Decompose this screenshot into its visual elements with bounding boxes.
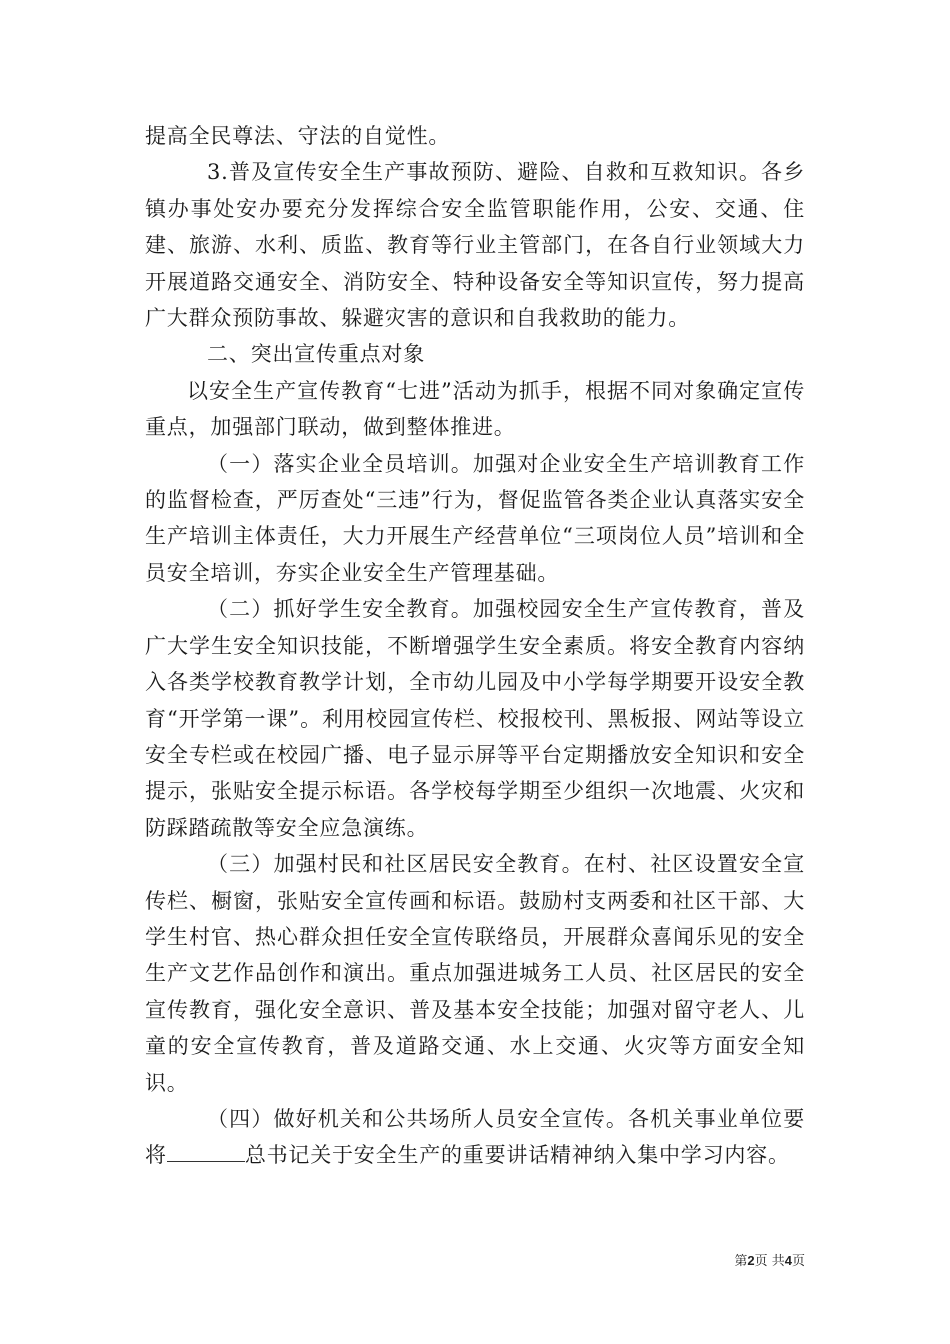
page-footer: [0, 1250, 950, 1269]
fill-in-blank: [167, 1143, 245, 1162]
document-body: [145, 118, 805, 1174]
footer-total-pages: 4: [784, 1253, 792, 1268]
footer-middle: 页 共: [754, 1254, 785, 1269]
footer-prefix: 第: [734, 1254, 748, 1269]
paragraph-5: （一）落实企业全员培训。加强对企业安全生产培训教育工作的监督检查，严厉查处“三违”行为，督促监管各类企业认真落实安全生产培训主体责任，大力开展生产经营单位“三项岗位人员”培训和全员安全培训，夯实企业安全生产管理基础。: [145, 451, 805, 585]
paragraph-7: （三）加强村民和社区居民安全教育。在村、社区设置安全宣传栏、橱窗，张贴安全宣传画和标语。鼓励村支两委和社区干部、大学生村官、热心群众担任安全宣传联络员，开展群众喜闻乐见的安全生产文艺作品创作和演出。重点加强进城务工人员、社区居民的安全宣传教育，强化安全意识、普及基本安全技能；加强对留守老人、儿童的安全宣传教育，普及道路交通、水上交通、火灾等方面安全知识。: [145, 852, 805, 1095]
paragraph-8-before-blank: （四）做好机关和公共场所人员安全宣传。各机关事业单位要将: [145, 1106, 805, 1168]
footer-current-page: 2: [747, 1253, 755, 1268]
paragraph-6: （二）抓好学生安全教育。加强校园安全生产宣传教育，普及广大学生安全知识技能，不断增强学生安全素质。将安全教育内容纳入各类学校教育教学计划，全市幼儿园及中小学每学期要开设安全教育“开学第一课”。利用校园宣传栏、校报校刊、黑板报、网站等设立安全专栏或在校园广播、电子显示屏等平台定期播放安全知识和安全提示，张贴安全提示标语。各学校每学期至少组织一次地震、火灾和防踩踏疏散等安全应急演练。: [145, 597, 805, 840]
paragraph-2: 3.普及宣传安全生产事故预防、避险、自救和互救知识。各乡镇办事处安办要充分发挥综合安全监管职能作用，公安、交通、住建、旅游、水利、质监、教育等行业主管部门，在各自行业领域大力开展道路交通安全、消防安全、特种设备安全等知识宣传，努力提高广大群众预防事故、躲避灾害的意识和自我救助的能力。: [145, 160, 805, 331]
paragraph-8-after-blank: 总书记关于安全生产的重要讲话精神纳入集中学习内容。: [244, 1143, 790, 1168]
section-heading-2: 二、突出宣传重点对象: [207, 342, 425, 367]
paragraph-8: [145, 1101, 805, 1174]
footer-suffix: 页: [791, 1254, 805, 1269]
paragraph-4: 以安全生产宣传教育“七进”活动为抓手，根据不同对象确定宣传重点，加强部门联动，做到整体推进。: [145, 378, 805, 440]
paragraph-1: 提高全民尊法、守法的自觉性。: [145, 124, 451, 148]
